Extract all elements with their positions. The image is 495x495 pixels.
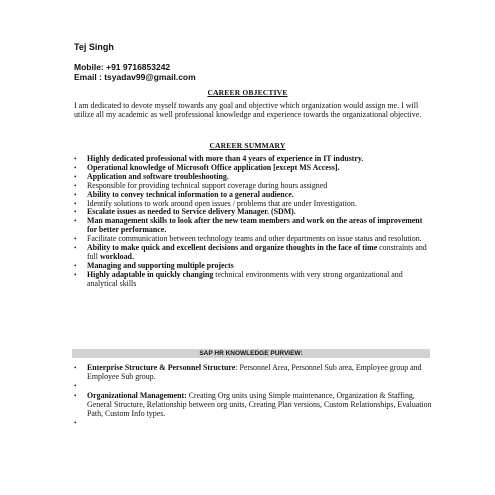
list-item: • Identify solutions to work around open issues / problems that are under Investigation. — [74, 198, 357, 208]
list-item: • Organizational Management: Creating Org units using Simple maintenance, Organization & Staffing, General Structure, Relationship between org units, Creating Plan versions, Custom Relationships, Evaluation Path, Custom Info types. — [74, 390, 432, 418]
career-summary-heading: CAREER SUMMARY — [209, 141, 286, 150]
email-address: Email : tsyadav99@gmail.com — [74, 72, 196, 82]
list-item: • Escalate issues as needed to Service delivery Manager. (SDM). — [74, 207, 296, 217]
bullet-icon: • — [74, 163, 77, 172]
list-item: • Managing and supporting multiple projects — [74, 260, 234, 270]
list-item: • Man management skills to look after the new team members and work on the areas of improvement for better performance. — [74, 216, 423, 235]
mobile-number: Mobile: +91 9716853242 — [74, 62, 171, 72]
list-item: • Ability to convey technical information to a general audience. — [74, 189, 294, 199]
bullet-icon: • — [74, 418, 77, 427]
bullet-icon: • — [74, 208, 77, 217]
bullet-icon: • — [74, 261, 77, 270]
bullet-icon: • — [74, 381, 77, 390]
bullet-icon: • — [74, 155, 77, 163]
bullet-icon: • — [74, 181, 77, 190]
list-item: • Ability to make quick and excellent decisions and organize thoughts in the face of time constraints and full workload. — [74, 243, 427, 261]
bullet-icon: • — [74, 235, 77, 244]
career-objective-text: I am dedicated to devote myself towards any goal and objective which organization would assign me. I will utilize all my academic as well professional knowledge and experience towards the organizational objective. — [74, 101, 422, 120]
candidate-name: Tej Singh — [74, 42, 114, 52]
sap-hr-knowledge-heading: SAP HR KNOWLEDGE PURVIEW: — [72, 349, 430, 358]
bullet-icon: • — [74, 217, 77, 226]
bullet-icon: • — [74, 199, 77, 208]
list-item: • Facilitate communication between technology teams and other departments on issue status and resolution. — [74, 234, 422, 244]
bullet-icon: • — [74, 391, 77, 400]
contact-block — [74, 62, 196, 82]
list-item: • Enterprise Structure & Personnel Structure: Personnel Area, Personnel Sub area, Employee group and Employee Sub group. — [74, 363, 422, 381]
bullet-icon: • — [74, 364, 77, 372]
list-item: • Operational knowledge of Microsoft Office application [except MS Access]. — [74, 162, 340, 172]
bullet-icon: • — [74, 172, 77, 181]
bullet-icon: • — [74, 270, 77, 279]
sap-hr-knowledge-list — [74, 364, 434, 429]
list-item: • Application and software troubleshooting. — [74, 171, 229, 181]
list-item: • Responsible for providing technical support coverage during hours assigned — [74, 180, 328, 190]
bullet-icon: • — [74, 190, 77, 199]
list-item: • Highly adaptable in quickly changing technical environments with very strong organizational and analytical skills — [74, 269, 403, 288]
list-item — [74, 419, 434, 429]
career-objective-heading: CAREER OBJECTIVE — [207, 88, 288, 97]
bullet-icon: • — [74, 244, 77, 253]
list-item: • Highly dedicated professional with more than 4 years of experience in IT industry. — [74, 154, 364, 163]
career-summary-list — [74, 155, 434, 289]
